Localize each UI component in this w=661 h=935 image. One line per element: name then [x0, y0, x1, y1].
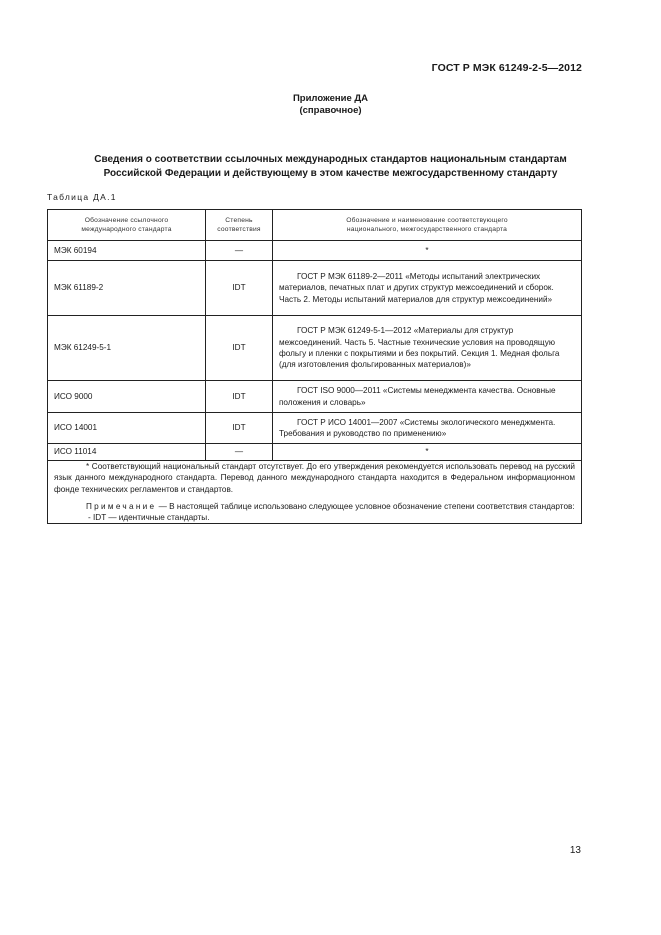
header-national-standard — [273, 210, 582, 241]
row-code: МЭК 61249-5-1 — [48, 316, 206, 381]
header-col1-line2: международного стандарта — [81, 226, 172, 233]
note-item: - IDT — идентичные стандарты. — [88, 513, 210, 523]
row-degree: IDT — [206, 381, 273, 413]
heading-line-1: Сведения о соответствии ссылочных международных стандартов национальным стандартам — [94, 154, 567, 165]
row-national-text: ГОСТ ISO 9000—2011 «Системы менеджмента качества. Основные положения и словарь» — [279, 386, 556, 407]
note-label: Примечание — [86, 501, 157, 511]
row-code: МЭК 61189-2 — [48, 261, 206, 316]
header-degree — [206, 210, 273, 241]
row-degree: — — [206, 241, 273, 261]
row-national: * — [273, 444, 582, 461]
header-col3-line2: национального, межгосударственного стандарта — [346, 226, 508, 233]
section-heading — [47, 153, 614, 180]
row-national — [273, 381, 582, 413]
table-row — [48, 381, 582, 413]
annex-subtitle: (справочное) — [299, 105, 362, 116]
header-col2-line2: соответствия — [217, 226, 261, 233]
row-national: * — [273, 241, 582, 261]
header-col1-line1: Обозначение ссылочного — [84, 216, 169, 224]
table-row — [48, 444, 582, 461]
row-national-text: ГОСТ Р МЭК 61189-2—2011 «Методы испытаний электрических материалов, печатных плат и других структур межсоединений и сборок. Часть 2. Методы испытаний материалов для структур межсоединений» — [279, 272, 554, 304]
table-row — [48, 241, 582, 261]
row-code: МЭК 60194 — [48, 241, 206, 261]
row-degree: — — [206, 444, 273, 461]
annex-title: Приложение ДА — [292, 93, 369, 104]
table-row — [48, 261, 582, 316]
heading-line-2: Российской Федерации и действующему в этом качестве межгосударственному стандарту — [103, 167, 558, 179]
note-paragraph — [54, 501, 575, 512]
table-notes-row — [48, 461, 582, 524]
row-national-text: ГОСТ Р ИСО 14001—2007 «Системы экологического менеджмента. Требования и руководство по применению» — [279, 417, 556, 438]
row-degree: IDT — [206, 261, 273, 316]
row-national — [273, 316, 582, 381]
header-reference-standard — [48, 210, 206, 241]
page-number: 13 — [569, 845, 581, 856]
row-national-text: ГОСТ Р МЭК 61249-5-1—2012 «Материалы для структур межсоединений. Часть 5. Частные технические условия на проводящую фольгу и пленки с покрытиями и без покрытий. Секция 1. Медная фольга (для изготовления фольгированных материалов)» — [279, 326, 560, 370]
document-code: ГОСТ Р МЭК 61249-2-5—2012 — [431, 62, 582, 74]
table-row — [48, 413, 582, 444]
note-text: — В настоящей таблице использовано следующее условное обозначение степени соответствия стандартов: — [156, 501, 575, 511]
header-col3-line1: Обозначение и наименование соответствующего — [346, 216, 508, 224]
row-national — [273, 413, 582, 444]
footnote: * Соответствующий национальный стандарт отсутствует. До его утверждения рекомендуется использовать перевод на русский язык данного международного стандарта. Перевод данного международного стандарта находится в Федеральном информационном фонде технических регламентов и стандартов. — [54, 462, 575, 494]
row-degree: IDT — [206, 316, 273, 381]
header-col2-line1: Степень — [225, 216, 253, 224]
table-notes — [48, 461, 582, 524]
table-header-row — [48, 210, 582, 241]
table-caption: Таблица ДА.1 — [47, 192, 117, 202]
row-national — [273, 261, 582, 316]
row-code: ИСО 11014 — [48, 444, 206, 461]
row-degree: IDT — [206, 413, 273, 444]
standards-table — [47, 209, 582, 524]
row-code: ИСО 14001 — [48, 413, 206, 444]
row-code: ИСО 9000 — [48, 381, 206, 413]
table-row — [48, 316, 582, 381]
